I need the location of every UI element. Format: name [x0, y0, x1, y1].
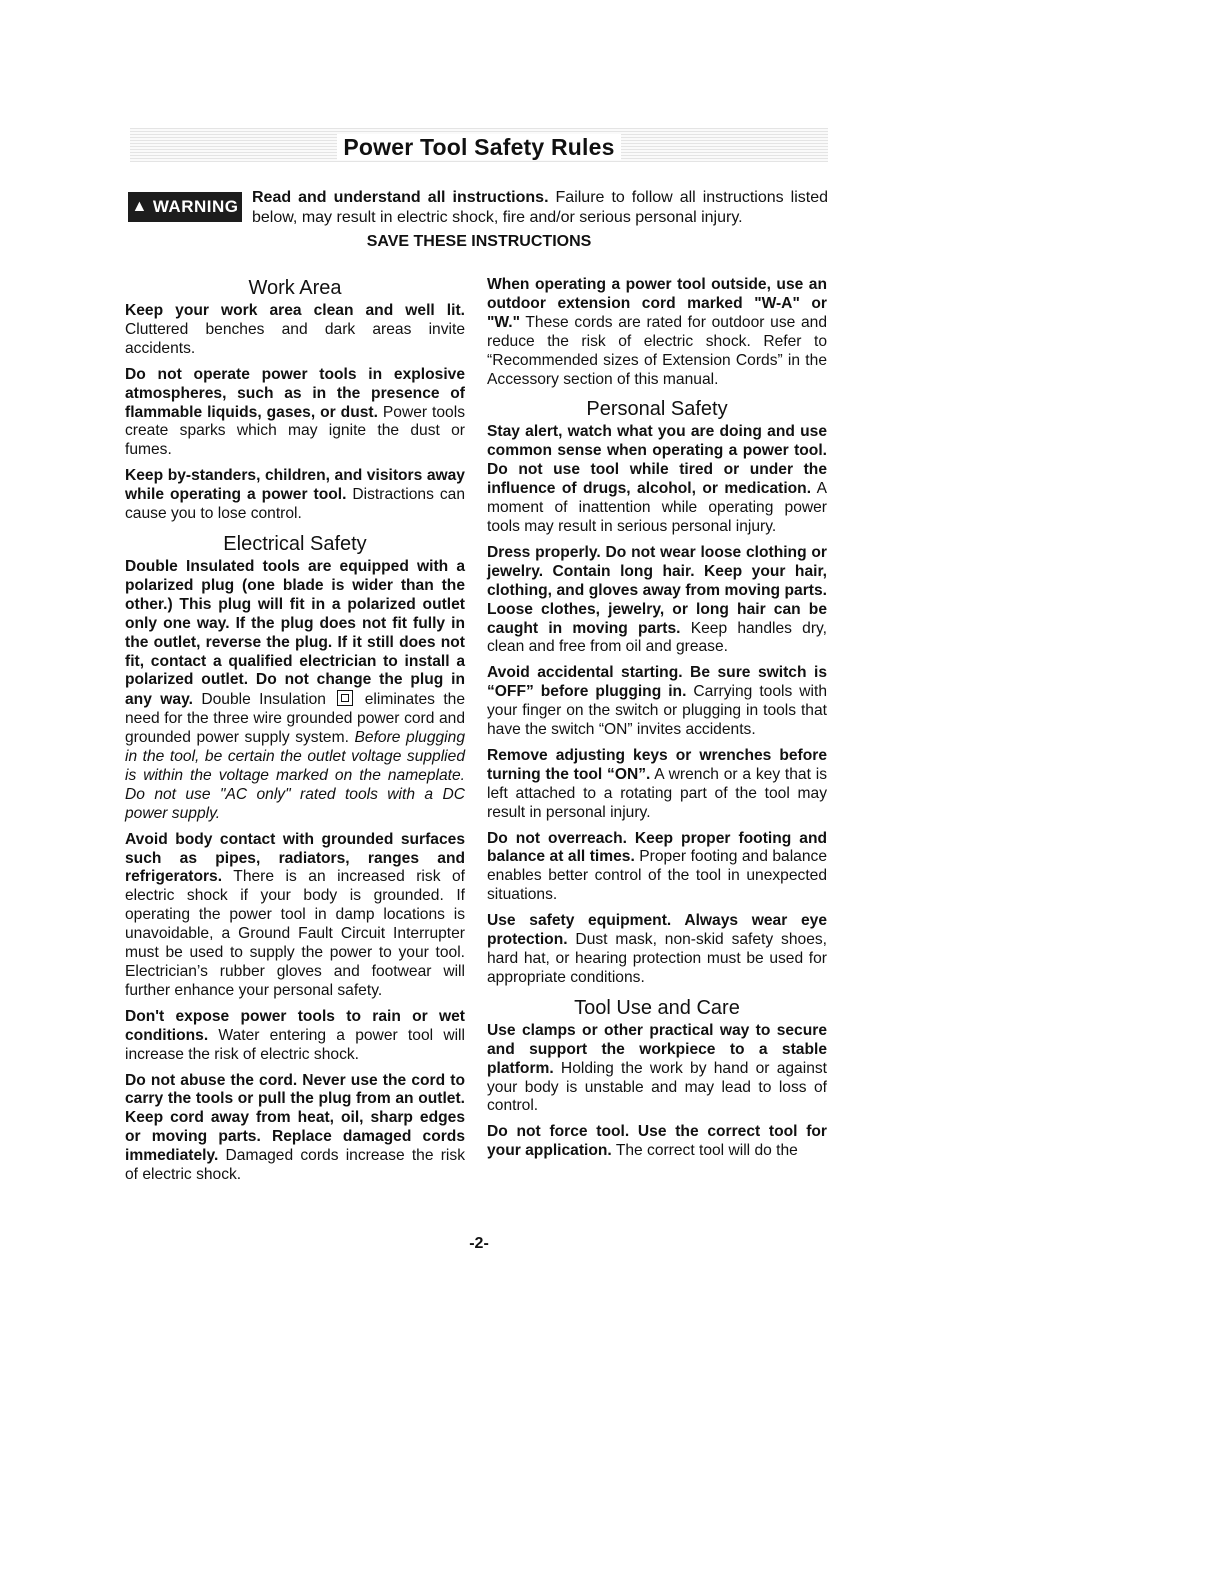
rule-paragraph: Use safety equipment. Always wear eye protection. Dust mask, non-skid safety shoes, hard hat, or hearing protection must be used for appropriate conditions. [487, 912, 827, 986]
rule-paragraph: Keep your work area clean and well lit. Cluttered benches and dark areas invite accidents. [125, 302, 465, 357]
rule-paragraph: Stay alert, watch what you are doing and use common sense when operating a power tool. Do not use tool while tired or under the influence of drugs, alcohol, or medication. A moment of inattention while operating power tools may result in serious personal injury. [487, 423, 827, 535]
rule-paragraph: Don't expose power tools to rain or wet conditions. Water entering a power tool will increase the risk of electric shock. [125, 1007, 465, 1063]
section-heading-tool-use: Tool Use and Care [574, 996, 740, 1019]
rule-paragraph: Avoid accidental starting. Be sure switch is “OFF” before plugging in. Carrying tools with your finger on the switch or plugging in tools that have the switch “ON” invites accidents. [487, 664, 827, 739]
rule-paragraph: Do not force tool. Use the correct tool for your application. The correct tool will do the [487, 1123, 827, 1160]
page-title-text: Power Tool Safety Rules [337, 134, 620, 160]
rule-paragraph-double-insulated: Double Insulated tools are equipped with a polarized plug (one blade is wider than the other.) This plug will fit in a polarized outlet only one way. If the plug does not fit fully in the outlet, reverse the plug. If it still does not fit, contact a qualified electrician to install a polarized outlet. Do not change the plug in any way. Double Insulation eliminates the need for the three wire grounded power cord and grounded power supply system. Before plugging in the tool, be certain the outlet voltage supplied is within the voltage marked on the nameplate. Do not use "AC only" rated tools with a DC power supply. [125, 557, 466, 822]
section-heading-electrical-safety: Electrical Safety [223, 532, 367, 555]
warning-badge [128, 192, 242, 222]
save-instructions: SAVE THESE INSTRUCTIONS [366, 233, 592, 250]
section-heading-personal-safety: Personal Safety [586, 398, 728, 421]
page-title [0, 134, 958, 161]
page-number: -2- [469, 1235, 489, 1252]
double-insulation-icon [337, 690, 353, 706]
rule-paragraph: Do not abuse the cord. Never use the cord to carry the tools or pull the plug from an outlet. Keep cord away from heat, oil, sharp edges or moving parts. Replace damaged cords immediately. Damaged cords increase the risk of electric shock. [125, 1071, 465, 1184]
rule-paragraph: Dress properly. Do not wear loose clothing or jewelry. Contain long hair. Keep your hair, clothing, and gloves away from moving parts. Loose clothes, jewelry, or long hair can be caught in moving parts. Keep handles dry, clean and free from oil and grease. [487, 543, 827, 656]
rule-paragraph: Keep by-standers, children, and visitors away while operating a power tool. Distractions can cause you to lose control. [125, 467, 465, 523]
section-heading-work-area: Work Area [248, 277, 342, 299]
left-column [125, 276, 465, 1192]
warning-body: Failure to follow all instructions listed below, may result in electric shock, fire and/or serious personal injury. [252, 189, 828, 226]
warning-text [252, 188, 828, 228]
rule-paragraph-extension-cord: When operating a power tool outside, use an outdoor extension cord marked "W-A" or "W." These cords are rated for outdoor use and reduce the risk of electric shock. Refer to “Recommended sizes of Extension Cords” in the Accessory section of this manual. [487, 276, 827, 388]
rule-paragraph: Do not overreach. Keep proper footing and balance at all times. Proper footing and balance enables better control of the tool in unexpected situations. [487, 829, 827, 904]
rule-paragraph: Avoid body contact with grounded surfaces such as pipes, radiators, ranges and refrigerators. There is an increased risk of electric shock if your body is grounded. If operating the power tool in damp locations is unavoidable, a Ground Fault Circuit Interrupter must be used to supply the power to your tool. Electrician’s rubber gloves and footwear will further enhance your personal safety. [125, 830, 465, 999]
warning-badge-label: WARNING [152, 197, 239, 216]
warning-lead: Read and understand all instructions. [252, 189, 549, 206]
rule-paragraph: Do not operate power tools in explosive atmospheres, such as in the presence of flammable liquids, gases, or dust. Power tools create sparks which may ignite the dust or fumes. [125, 365, 465, 459]
right-column [487, 276, 827, 1168]
rule-paragraph: Remove adjusting keys or wrenches before turning the tool “ON”. A wrench or a key that is left attached to a rotating part of the tool may result in personal injury. [487, 746, 827, 821]
rule-paragraph: Use clamps or other practical way to secure and support the workpiece to a stable platform. Holding the work by hand or against your body is unstable and may lead to loss of control. [487, 1021, 827, 1115]
warning-triangle-icon: ▲ [131, 198, 148, 215]
